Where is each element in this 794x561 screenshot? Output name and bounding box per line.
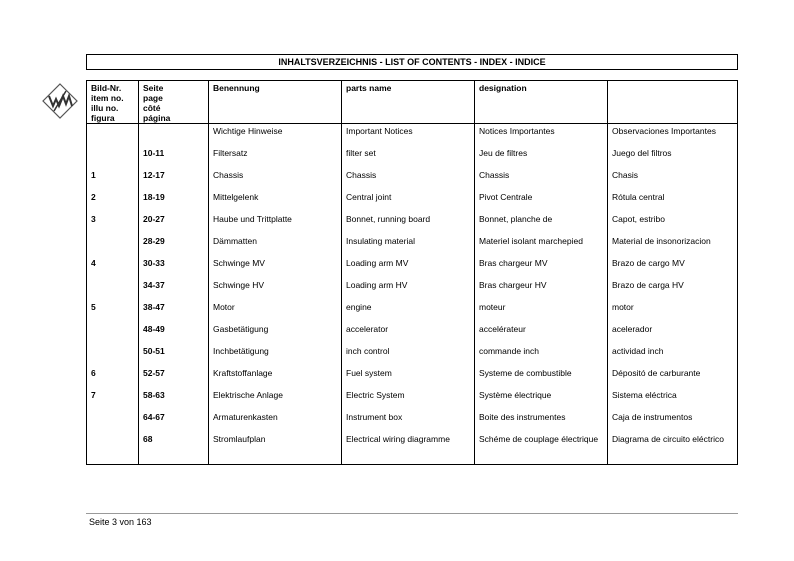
table-row bbox=[87, 234, 738, 256]
table-row bbox=[87, 256, 738, 278]
cell-seite: 68 bbox=[139, 432, 209, 465]
table-header-row bbox=[87, 81, 738, 124]
table-row bbox=[87, 168, 738, 190]
cell-benennung: Filtersatz bbox=[209, 146, 342, 168]
cell-spanish: Capot, estribo bbox=[608, 212, 738, 234]
cell-bild-nr: 1 bbox=[87, 168, 139, 190]
header-col6 bbox=[608, 81, 738, 124]
cell-parts-name: filter set bbox=[342, 146, 475, 168]
cell-parts-name: Insulating material bbox=[342, 234, 475, 256]
header-benennung: Benennung bbox=[209, 81, 342, 124]
header-seite: Seite page côté página bbox=[139, 81, 209, 124]
cell-designation: Bonnet, planche de bbox=[475, 212, 608, 234]
cell-parts-name: Instrument box bbox=[342, 410, 475, 432]
header-bild: Bild-Nr. item no. illu no. figura bbox=[87, 81, 139, 124]
cell-designation: Système électrique bbox=[475, 388, 608, 410]
cell-seite: 52-57 bbox=[139, 366, 209, 388]
cell-seite: 38-47 bbox=[139, 300, 209, 322]
cell-spanish: motor bbox=[608, 300, 738, 322]
cell-parts-name: Fuel system bbox=[342, 366, 475, 388]
cell-designation: moteur bbox=[475, 300, 608, 322]
header-designation: designation bbox=[475, 81, 608, 124]
cell-seite: 28-29 bbox=[139, 234, 209, 256]
cell-parts-name: inch control bbox=[342, 344, 475, 366]
cell-designation: Materiel isolant marchepied bbox=[475, 234, 608, 256]
cell-parts-name: Electrical wiring diagramme bbox=[342, 432, 475, 465]
cell-designation: accelérateur bbox=[475, 322, 608, 344]
cell-spanish: Brazo de carga HV bbox=[608, 278, 738, 300]
cell-benennung: Dämmatten bbox=[209, 234, 342, 256]
cell-spanish: Chasis bbox=[608, 168, 738, 190]
cell-parts-name: accelerator bbox=[342, 322, 475, 344]
cell-designation: Jeu de filtres bbox=[475, 146, 608, 168]
cell-bild-nr: 5 bbox=[87, 300, 139, 322]
cell-bild-nr: 3 bbox=[87, 212, 139, 234]
table-row bbox=[87, 300, 738, 322]
cell-designation: Notices Importantes bbox=[475, 124, 608, 147]
cell-bild-nr: 6 bbox=[87, 366, 139, 388]
footer-divider bbox=[86, 513, 738, 514]
cell-benennung: Stromlaufplan bbox=[209, 432, 342, 465]
cell-spanish: Sistema eléctrica bbox=[608, 388, 738, 410]
cell-designation: Bras chargeur HV bbox=[475, 278, 608, 300]
cell-seite: 64-67 bbox=[139, 410, 209, 432]
cell-bild-nr: 4 bbox=[87, 256, 139, 278]
cell-benennung: Motor bbox=[209, 300, 342, 322]
cell-bild-nr bbox=[87, 234, 139, 256]
cell-parts-name: Electric System bbox=[342, 388, 475, 410]
cell-seite: 20-27 bbox=[139, 212, 209, 234]
cell-seite: 12-17 bbox=[139, 168, 209, 190]
cell-seite: 34-37 bbox=[139, 278, 209, 300]
cell-designation: Chassis bbox=[475, 168, 608, 190]
cell-spanish: Observaciones Importantes bbox=[608, 124, 738, 147]
cell-seite: 48-49 bbox=[139, 322, 209, 344]
table-row bbox=[87, 366, 738, 388]
cell-benennung: Schwinge HV bbox=[209, 278, 342, 300]
cell-spanish: Dépositó de carburante bbox=[608, 366, 738, 388]
cell-bild-nr: 2 bbox=[87, 190, 139, 212]
cell-seite: 58-63 bbox=[139, 388, 209, 410]
cell-bild-nr bbox=[87, 432, 139, 465]
cell-bild-nr bbox=[87, 410, 139, 432]
cell-bild-nr bbox=[87, 278, 139, 300]
cell-spanish: Material de insonorizacion bbox=[608, 234, 738, 256]
table-row bbox=[87, 146, 738, 168]
cell-benennung: Mittelgelenk bbox=[209, 190, 342, 212]
cell-bild-nr bbox=[87, 344, 139, 366]
table-row bbox=[87, 432, 738, 465]
cell-spanish: Rótula central bbox=[608, 190, 738, 212]
cell-parts-name: Bonnet, running board bbox=[342, 212, 475, 234]
table-row bbox=[87, 388, 738, 410]
cell-benennung: Armaturenkasten bbox=[209, 410, 342, 432]
cell-parts-name: Chassis bbox=[342, 168, 475, 190]
cell-benennung: Elektrische Anlage bbox=[209, 388, 342, 410]
cell-parts-name: Loading arm HV bbox=[342, 278, 475, 300]
page-number: Seite 3 von 163 bbox=[89, 517, 152, 527]
cell-benennung: Kraftstoffanlage bbox=[209, 366, 342, 388]
cell-benennung: Schwinge MV bbox=[209, 256, 342, 278]
company-logo-icon bbox=[42, 83, 78, 119]
table-row bbox=[87, 212, 738, 234]
header-parts-name: parts name bbox=[342, 81, 475, 124]
cell-designation: Boite des instrumentes bbox=[475, 410, 608, 432]
cell-benennung: Gasbetätigung bbox=[209, 322, 342, 344]
cell-parts-name: engine bbox=[342, 300, 475, 322]
cell-bild-nr bbox=[87, 146, 139, 168]
table-row bbox=[87, 344, 738, 366]
table-row bbox=[87, 190, 738, 212]
cell-seite: 50-51 bbox=[139, 344, 209, 366]
cell-seite: 10-11 bbox=[139, 146, 209, 168]
cell-designation: Bras chargeur MV bbox=[475, 256, 608, 278]
cell-bild-nr bbox=[87, 124, 139, 147]
contents-table bbox=[86, 80, 738, 465]
cell-designation: Pivot Centrale bbox=[475, 190, 608, 212]
cell-spanish: Brazo de cargo MV bbox=[608, 256, 738, 278]
cell-seite: 30-33 bbox=[139, 256, 209, 278]
cell-spanish: Juego del filtros bbox=[608, 146, 738, 168]
cell-designation: Schéme de couplage électrique bbox=[475, 432, 608, 465]
cell-spanish: acelerador bbox=[608, 322, 738, 344]
cell-spanish: actividad inch bbox=[608, 344, 738, 366]
table-row bbox=[87, 322, 738, 344]
cell-parts-name: Central joint bbox=[342, 190, 475, 212]
page-title: INHALTSVERZEICHNIS - LIST OF CONTENTS - INDEX - INDICE bbox=[86, 54, 738, 70]
cell-benennung: Wichtige Hinweise bbox=[209, 124, 342, 147]
cell-seite: 18-19 bbox=[139, 190, 209, 212]
table-row bbox=[87, 410, 738, 432]
cell-benennung: Inchbetätigung bbox=[209, 344, 342, 366]
cell-parts-name: Important Notices bbox=[342, 124, 475, 147]
cell-spanish: Diagrama de circuito eléctrico bbox=[608, 432, 738, 465]
table-row bbox=[87, 278, 738, 300]
cell-seite bbox=[139, 124, 209, 147]
cell-benennung: Chassis bbox=[209, 168, 342, 190]
cell-benennung: Haube und Trittplatte bbox=[209, 212, 342, 234]
cell-designation: Systeme de combustible bbox=[475, 366, 608, 388]
cell-bild-nr bbox=[87, 322, 139, 344]
cell-parts-name: Loading arm MV bbox=[342, 256, 475, 278]
cell-spanish: Caja de instrumentos bbox=[608, 410, 738, 432]
cell-bild-nr: 7 bbox=[87, 388, 139, 410]
cell-designation: commande inch bbox=[475, 344, 608, 366]
table-row bbox=[87, 124, 738, 147]
